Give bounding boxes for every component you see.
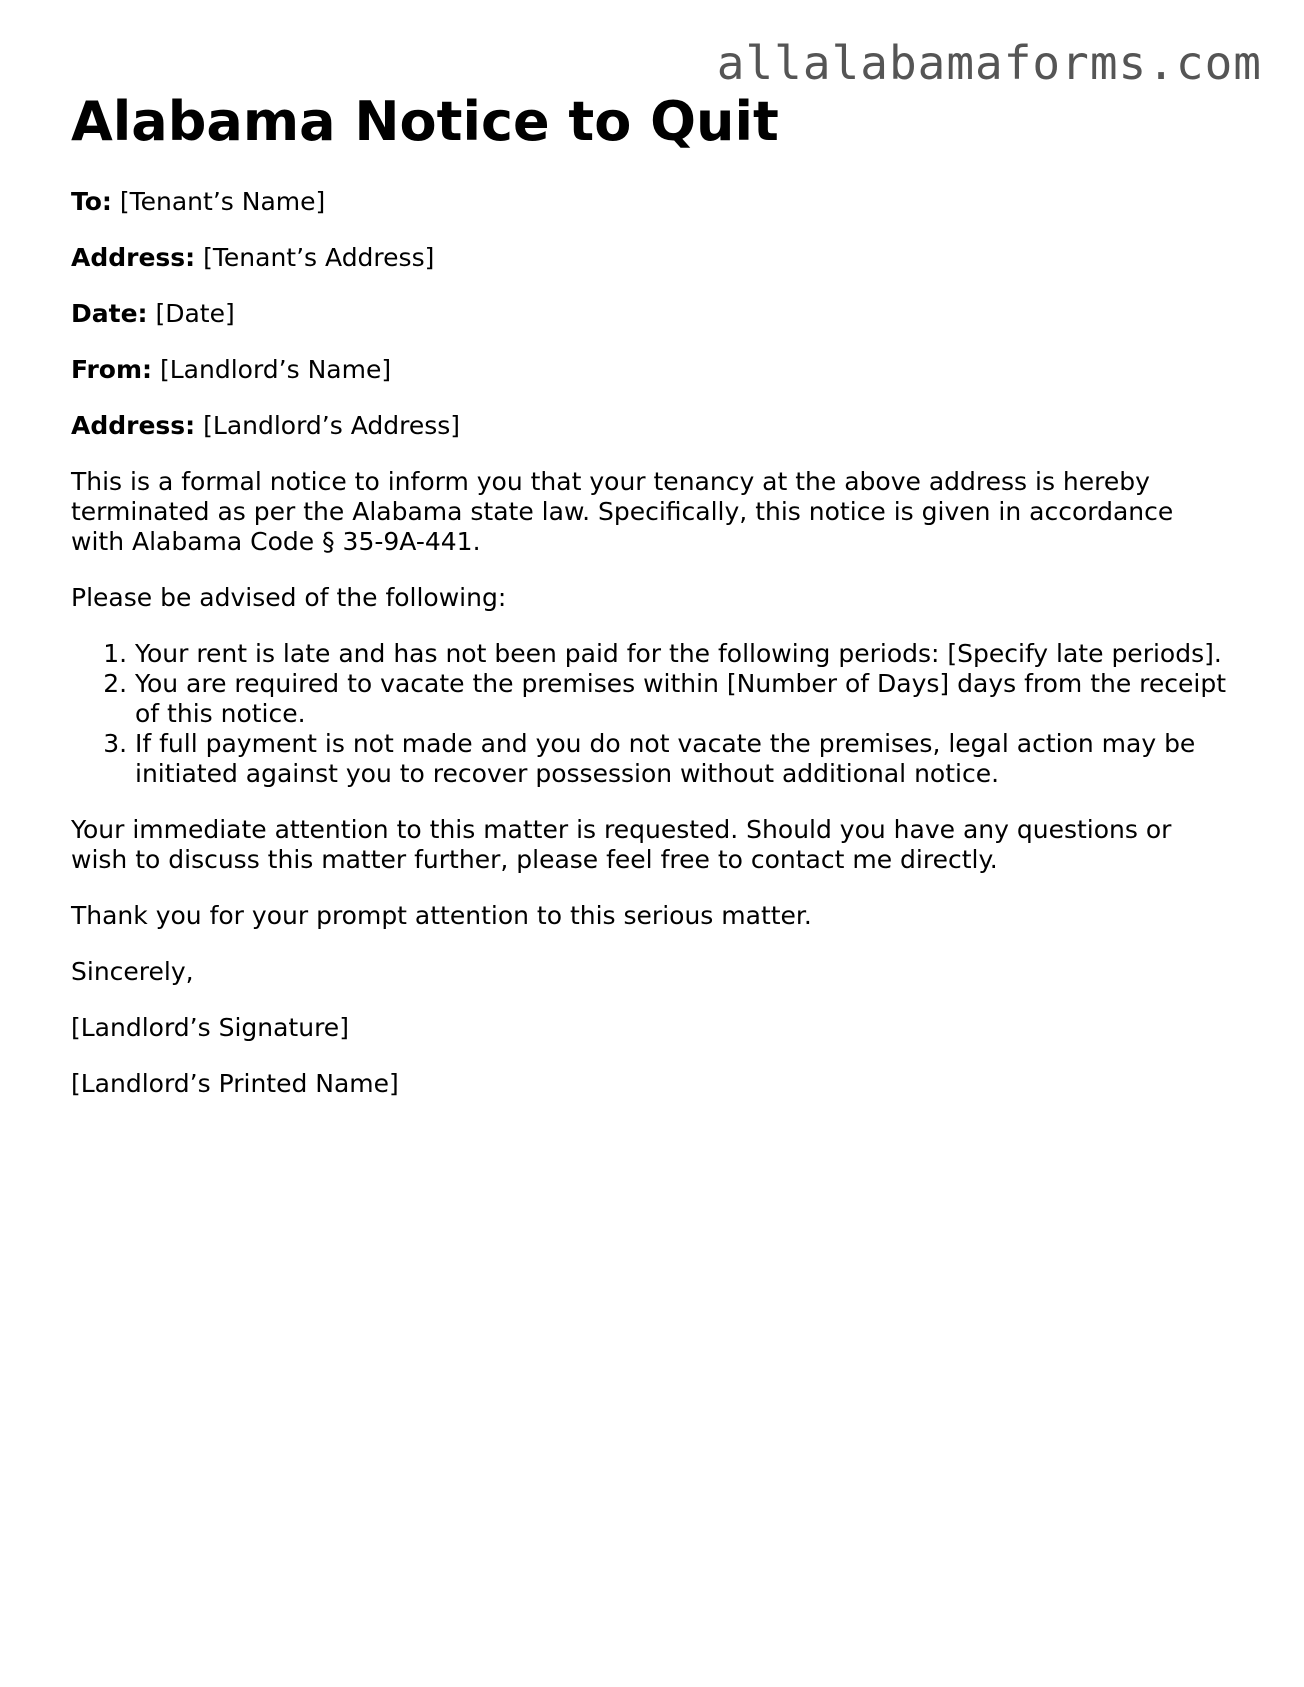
date-label: Date: <box>71 299 148 328</box>
landlord-name: [Landlord’s Name] <box>159 355 392 384</box>
from-label: From: <box>71 355 153 384</box>
thanks-paragraph: Thank you for your prompt attention to this serious matter. <box>71 901 812 930</box>
landlord-address-label: Address: <box>71 411 196 440</box>
printed-name-line: [Landlord’s Printed Name] <box>71 1069 399 1098</box>
date-value: [Date] <box>155 299 235 328</box>
site-watermark: allalabamaforms.com <box>716 36 1262 90</box>
advised-paragraph: Please be advised of the following: <box>71 583 507 612</box>
tenant-address-label: Address: <box>71 243 196 272</box>
landlord-address-field <box>71 411 1231 441</box>
list-item: 2. You are required to vacate the premises within [Number of Days] days from the receipt of this notice. <box>135 669 1231 729</box>
tenant-address-field <box>71 243 1231 273</box>
tenant-address: [Tenant’s Address] <box>203 243 435 272</box>
document-body <box>71 187 1231 1099</box>
notice-document <box>71 92 1231 1099</box>
attention-paragraph: Your immediate attention to this matter is requested. Should you have any questions or wish to discuss this matter further, please feel free to contact me directly. <box>71 815 1172 874</box>
signature-line: [Landlord’s Signature] <box>71 1013 349 1042</box>
landlord-address: [Landlord’s Address] <box>203 411 461 440</box>
list-item: 1. Your rent is late and has not been paid for the following periods: [Specify late periods]. <box>135 639 1231 669</box>
list-item: 3. If full payment is not made and you do not vacate the premises, legal action may be initiated against you to recover possession without additional notice. <box>135 729 1231 789</box>
to-field <box>71 187 1231 217</box>
tenant-name: [Tenant’s Name] <box>119 187 326 216</box>
to-label: To: <box>71 187 112 216</box>
document-title: Alabama Notice to Quit <box>71 90 779 153</box>
intro-paragraph: This is a formal notice to inform you that your tenancy at the above address is hereby terminated as per the Alabama state law. Specifically, this notice is given in accordance with Alabama Code § 35-9A-441. <box>71 467 1174 556</box>
date-field <box>71 299 1231 329</box>
conditions-list <box>71 639 1231 789</box>
closing: Sincerely, <box>71 957 194 986</box>
from-field <box>71 355 1231 385</box>
